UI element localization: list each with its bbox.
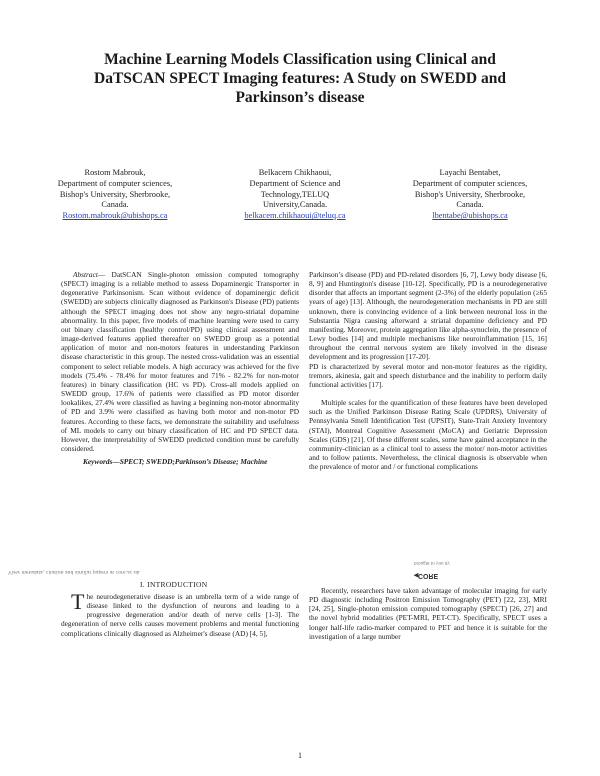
author-country: Canada.	[456, 200, 484, 210]
intro-text: he neurodegenerative disease is an umbrella term of a wide range of disease linked to the dysfunction of neurons and leading to a progressive degeneration and/or death of nerve cells [1-3]. The degeneration of nerve cells causes movement problems and mental functioning complications clinically diagnosed as Alzheimer's disease (AD) [4, 5],	[61, 592, 299, 638]
author-1	[40, 168, 190, 222]
abstract-column	[61, 270, 299, 466]
author-dept: Department of Science and	[249, 178, 341, 188]
author-country: University,Canada.	[262, 200, 328, 210]
abstract-text: — DatSCAN Single-photon emission computed tomography (SPECT) imaging is a reliable method to assess Dopaminergic Transporter in degenerative Parkinsonism. Scan without evidence of dopaminergic deficit (SWEDD) are subjects clinically diagnosed as Parkinson's Disease (PD) patients although the SPECT imaging does not show any negro-striatal dopamine abnormality. In this paper, five models of machine learning were used to carry out binary classification (healthy control/PD) using clinical assessment and image-derived features applied thereafter on SWEDD group as a potential application of motor and non-motors features in understanding Parkinson disease characteristic in this group. The nested cross-validation was an essential component to select reliable models. A high accuracy was achieved for the five models (75.4% - 78.4% for motor features and 71% - 82.2% for non-motor features) in binary classification (HC vs PD). Cross-all models applied on SWEDD group, 17.6% of patients were classified as PD motor disorder lookalikes, 27.4% were classified as having a beginning non-motor abnormality of PD and 3.9% were classified as having both motor and non-motor PD features. According to these facts, we demonstrate the suitability and usefulness of ML models to carry out binary classification of HC and PD SPECT data. However, the interpretability of SWEDD predicted condition must be carefully considered.	[61, 270, 299, 453]
author-dept: Department of computer sciences,	[412, 178, 528, 188]
core-metadata-link[interactable]: View metadata, citation and similar papers at core.ac.uk	[8, 569, 140, 575]
author-univ: Technology,TELUQ	[260, 189, 330, 199]
abstract-label: Abstract	[73, 270, 98, 279]
body-paragraph: Parkinson’s disease (PD) and PD-related disorders [6, 7], Lewy body disease [6, 8, 9] and Huntington's disease [10-12]. Specifically, PD is a neurodegenerative disorder that affects an important segment (2-3%) of the elderly population (≥65 years of age) [13]. Although, the neurodegeneration mechanisms in PD are still unknown, there is convincing evidence of a link between neuronal loss in the Substantia Nigra causing afterward a striatal dopamine deficiency and PD manifesting. Moreover, protein aggregation like alpha-synuclein, the presence of Lewy bodies [14] and multiple mechanisms like neuroinflammation [15, 16] throughout the central nervous system are likely involved in the disease development and its progression [17-20].	[309, 270, 547, 362]
author-email-link[interactable]: Rostom.mabrouk@ubishops.ca	[62, 211, 168, 221]
abstract	[61, 270, 299, 453]
intro-column	[61, 589, 299, 638]
author-3	[395, 168, 545, 222]
dropcap: T	[71, 589, 85, 614]
body-paragraph: Recently, researchers have taken advantage of molecular imaging for early PD diagnostic including Positron Emission Tomography (PET) [22, 23], MRI [24, 25], Single-photon emission computed tomography (SPECT) [26, 27] and the novel hybrid modalities (PET-MRI, PET-CT). Specifically, SPECT uses a longer half-life radio-marker compared to PET and hence it is suitable for the investigation of a large number	[309, 586, 547, 641]
core-arrow-icon: ◄	[412, 571, 420, 580]
author-email-link[interactable]: lbentabe@ubishops.ca	[432, 211, 508, 221]
body-paragraph: PD is characterized by several motor and non-motor features as the rigidity, tremors, akinesia, gait and speech disturbance and the inability to perform daily functional activities [17].	[309, 361, 547, 389]
author-dept: Department of computer sciences,	[57, 178, 173, 188]
author-name: Layachi Bentabet,	[439, 168, 501, 177]
author-name: Rostom Mabrouk,	[84, 168, 146, 177]
author-2	[220, 168, 370, 222]
page-number: 1	[298, 751, 302, 760]
keywords: Keywords—SPECT; SWEDD;Parkinson’s Disease; Machine	[83, 457, 268, 467]
title-line: DaTSCAN SPECT Imaging features: A Study on SWEDD and	[94, 70, 506, 87]
body-paragraph: Multiple scales for the quantification of these features have been developed such as the Unified Parkinson Disease Rating Scale (UPDRS), University of Pennsylvania Smell Identification Test (UPSIT), State-Trait Anxiety Inventory (STAI), Montreal Cognitive Assessment (MoCA) and Geriatric Depression Scales (GDS) [21]. Of these different scales, some have gained acceptance in the community-clinician as a clinical tool to assess the motor/ non-motor activities and to follow patients. Nevertheless, the clinical diagnosis is observable when the prevalence of motor and / or functional complications	[309, 398, 547, 472]
section-title-introduction: I. INTRODUCTION	[140, 580, 208, 589]
intro-paragraph	[61, 589, 299, 638]
author-country: Canada.	[101, 200, 129, 210]
author-univ: Bishop's University, Sherbrooke,	[59, 189, 171, 199]
right-column-bottom	[309, 586, 547, 641]
paper-title	[40, 50, 560, 107]
author-email-link[interactable]: belkacem.chikhaoui@teluq.ca	[244, 211, 346, 221]
brought-by-label: brought to you by	[414, 560, 450, 565]
core-logo[interactable]: CORE	[418, 572, 439, 579]
title-line: Parkinson’s disease	[235, 89, 365, 106]
author-univ: Bishop's University, Sherbrooke,	[414, 189, 526, 199]
author-name: Belkacem Chikhaoui,	[258, 168, 332, 177]
right-column-top	[309, 270, 547, 471]
title-line: Machine Learning Models Classification using Clinical and	[104, 51, 496, 68]
